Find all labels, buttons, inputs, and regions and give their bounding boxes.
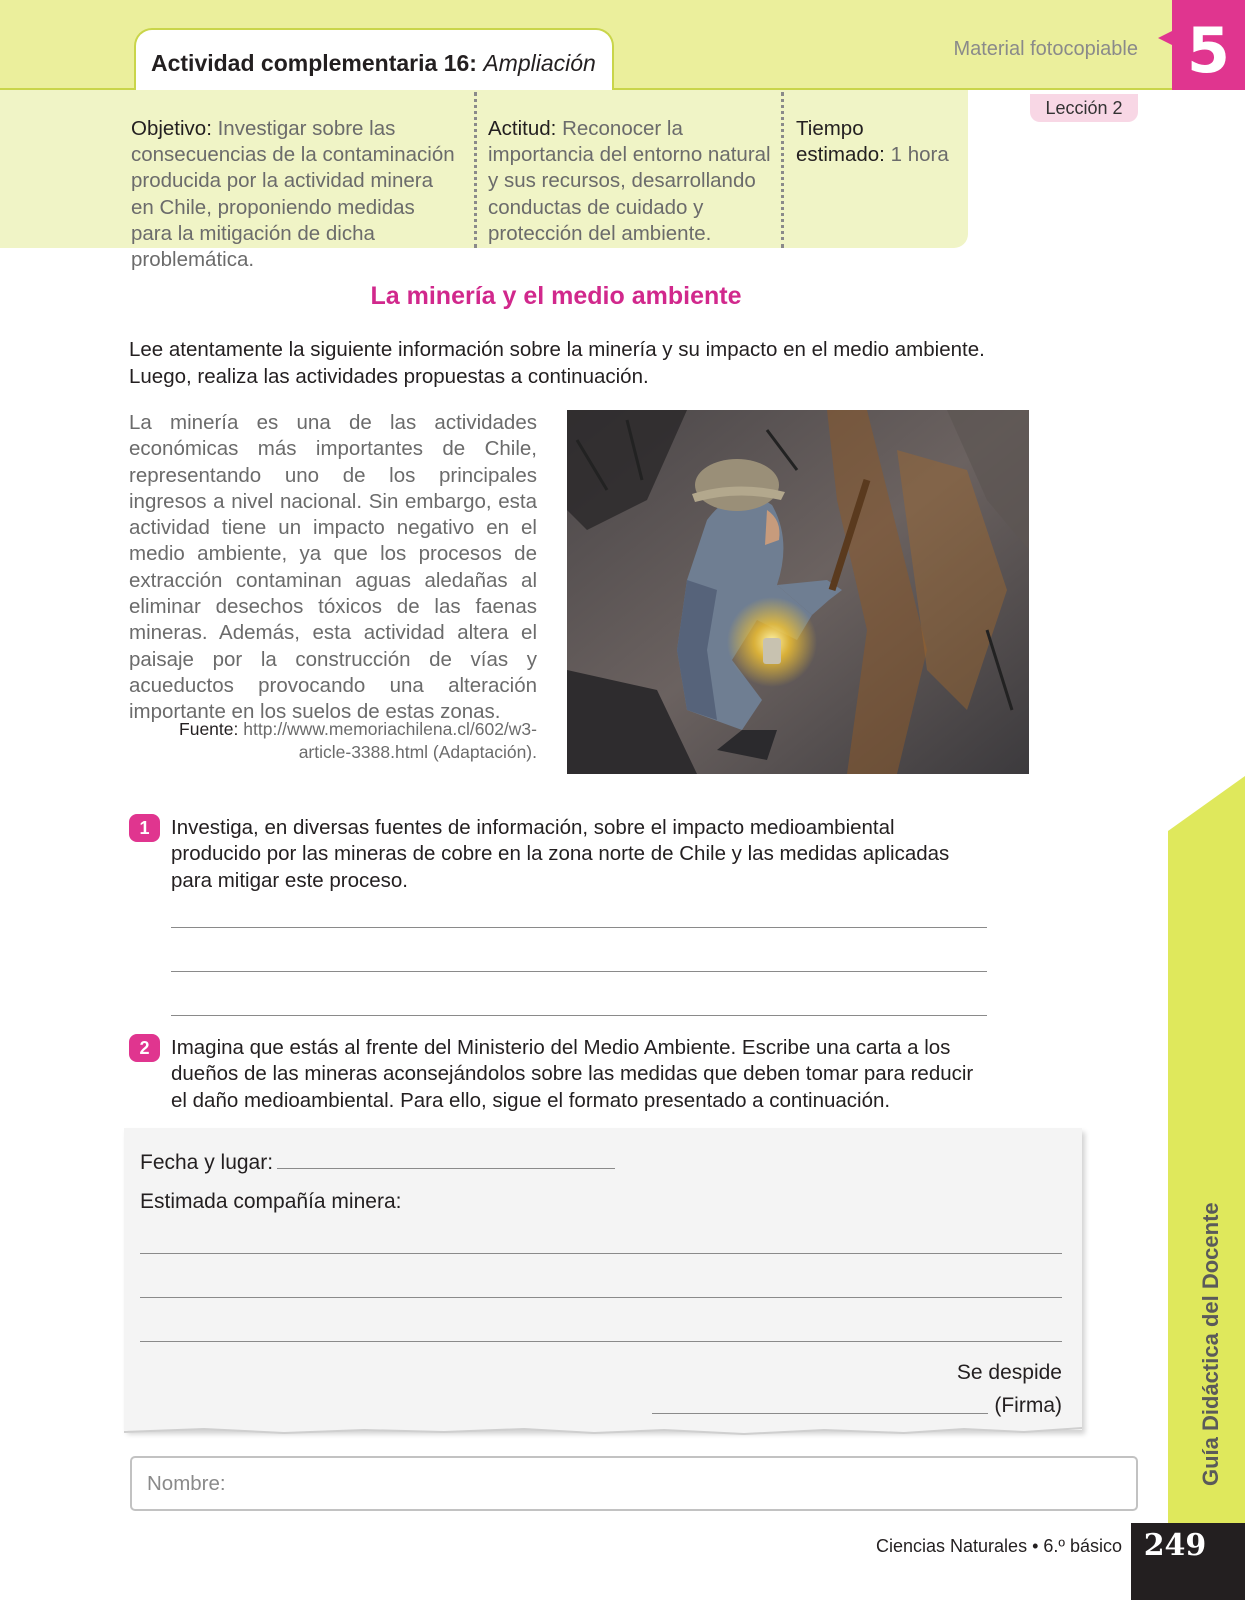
- objective-text: Investigar sobre las consecuencias de la contaminación producida por la actividad minera en Chile, proponiendo medidas para la mitigación de dicha problemática.: [131, 117, 455, 272]
- letter-line[interactable]: [140, 1253, 1062, 1254]
- activity-1-text: Investiga, en diversas fuentes de información, sobre el impacto medioambiental producido por las mineras de cobre en la zona norte de Chile y las medidas aplicadas para mitigar este proceso.: [171, 816, 950, 892]
- time-block: [796, 116, 956, 168]
- letter-line[interactable]: [140, 1341, 1062, 1342]
- activity-subtitle: Ampliación: [483, 50, 596, 76]
- signature-label: (Firma): [994, 1394, 1062, 1417]
- date-place-line[interactable]: [277, 1168, 615, 1169]
- letter-greeting: Estimada compañía minera:: [140, 1190, 402, 1213]
- activity-title-label: Actividad complementaria 16:: [151, 50, 477, 76]
- letter-line[interactable]: [140, 1297, 1062, 1298]
- activity-2-text: Imagina que estás al frente del Ministerio del Medio Ambiente. Escribe una carta a los dueños de las mineras aconsejándolos sobre las medidas que deben tomar para reducir el daño medioambiental. Para ello, sigue el formato presentado a continuación.: [171, 1036, 974, 1112]
- info-panel: [0, 90, 968, 272]
- miner-photo: [567, 410, 1029, 774]
- attitude-block: [488, 116, 778, 247]
- section-heading: La minería y el medio ambiente: [370, 282, 742, 310]
- time-label: Tiempo estimado:: [796, 117, 885, 167]
- divider: [781, 92, 784, 248]
- activity-number-badge: 1: [129, 814, 160, 842]
- objective-block: [131, 116, 461, 273]
- article-text: La minería es una de las actividades económicas más importantes de Chile, representando uno de los principales ingresos a nivel nacional. Sin embargo, esta actividad tiene un impacto negativo en el medio ambiente, ya que los procesos de extracción contaminan aguas aledañas al eliminar desechos tóxicos de las faenas mineras. Además, esta actividad altera el paisaje por la construcción de vías y acueductos provocando una alteración importante en los suelos de estas zonas.: [129, 411, 537, 724]
- objective-label: Objetivo:: [131, 117, 212, 140]
- divider: [474, 92, 477, 248]
- torn-edge: [124, 1422, 1082, 1438]
- activity-title: [151, 50, 596, 77]
- page-number: 249: [1143, 1528, 1207, 1563]
- unit-number: 5: [1186, 14, 1231, 87]
- miner-illustration: [567, 410, 1029, 774]
- source-citation: [129, 718, 537, 764]
- source-text: http://www.memoriachilena.cl/602/w3-article-3388.html (Adaptación).: [243, 719, 537, 762]
- copy-label: Material fotocopiable: [953, 38, 1138, 60]
- letter-template: [124, 1128, 1082, 1430]
- source-label: Fuente:: [179, 719, 239, 739]
- date-place-label: Fecha y lugar:: [140, 1151, 274, 1174]
- intro-text: Lee atentamente la siguiente información sobre la minería y su impacto en el medio ambiente. Luego, realiza las actividades propuestas a continuación.: [129, 338, 985, 388]
- attitude-text: Reconocer la importancia del entorno natural y sus recursos, desarrollando conductas de cuidado y protección del ambiente.: [488, 117, 771, 245]
- name-field[interactable]: [130, 1456, 1138, 1511]
- side-label: Guía Didáctica del Docente: [1198, 1202, 1223, 1486]
- attitude-label: Actitud:: [488, 117, 557, 140]
- letter-closing: Se despide: [956, 1361, 1062, 1384]
- signature-line[interactable]: [652, 1413, 988, 1414]
- answer-line[interactable]: [171, 1015, 987, 1016]
- footer-subject: Ciencias Naturales • 6.º básico: [876, 1536, 1122, 1556]
- name-label: Nombre:: [147, 1472, 226, 1495]
- answer-line[interactable]: [171, 971, 987, 972]
- lesson-badge: Lección 2: [1030, 94, 1138, 122]
- activity-number-badge: 2: [129, 1034, 160, 1062]
- answer-line[interactable]: [171, 927, 987, 928]
- time-value: 1 hora: [890, 143, 949, 167]
